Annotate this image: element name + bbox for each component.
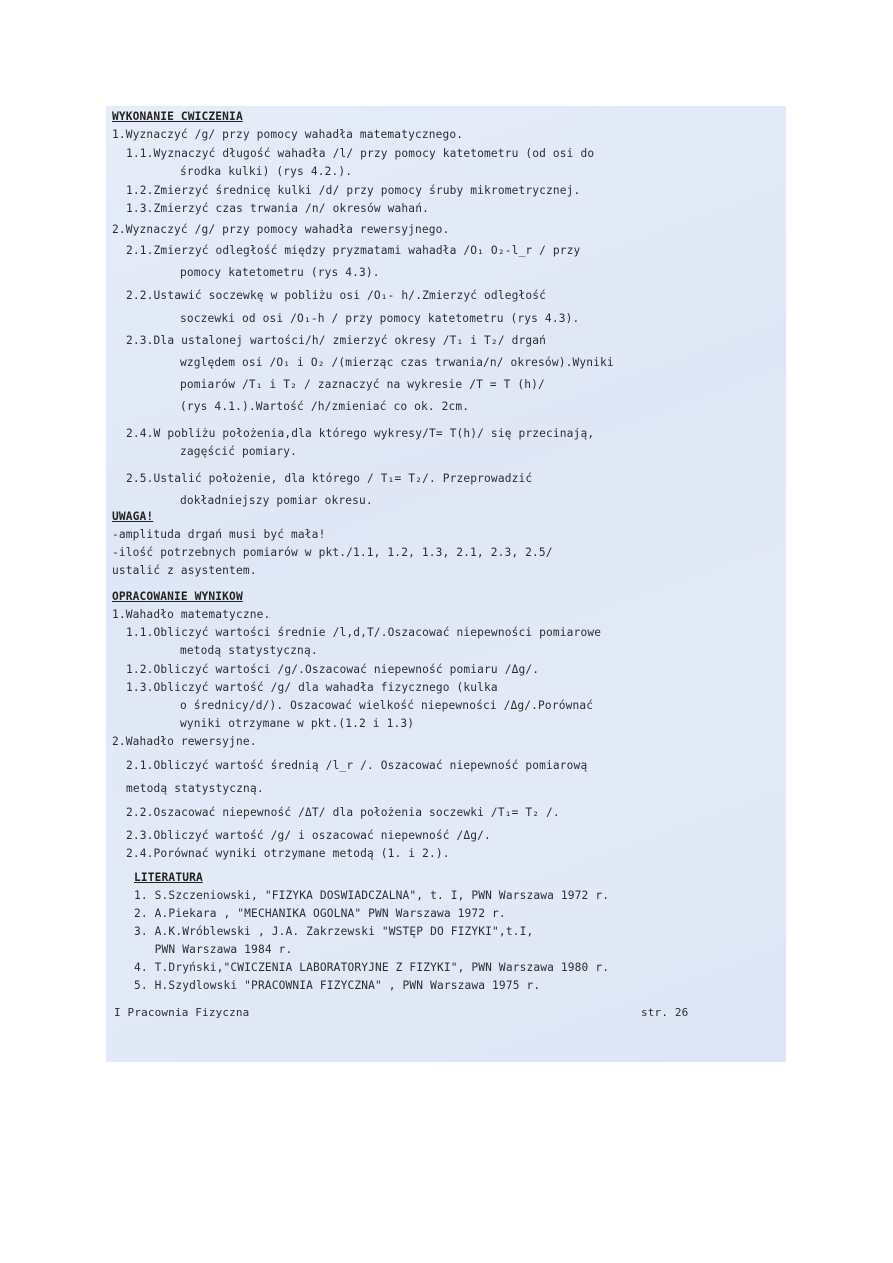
- step-2-1: 2.1.Zmierzyć odległość między pryzmatami wahadła /O₁ O₂-l_r / przy: [126, 244, 581, 257]
- literature-title: LITERATURA: [134, 871, 203, 884]
- literature-ref-4: 4. T.Dryński,"CWICZENIA LABORATORYJNE Z FIZYKI", PWN Warszawa 1980 r.: [134, 961, 610, 974]
- result-2-1: 2.1.Obliczyć wartość średnią /l_r /. Oszacować niepewność pomiarową: [126, 759, 588, 772]
- note-line-1: -amplituda drgań musi być mała!: [112, 528, 326, 541]
- step-1-1-cont: środka kulki) (rys 4.2.).: [180, 165, 353, 178]
- literature-ref-2: 2. A.Piekara , "MECHANIKA OGOLNA" PWN Warszawa 1972 r.: [134, 907, 506, 920]
- footer-page-number: str. 26: [641, 1006, 689, 1019]
- step-2-3-cont3: (rys 4.1.).Wartość /h/zmieniać co ok. 2cm.: [180, 400, 470, 413]
- step-1-2: 1.2.Zmierzyć średnicę kulki /d/ przy pomocy śruby mikrometrycznej.: [126, 184, 581, 197]
- section-title-opracowanie: OPRACOWANIE WYNIKOW: [112, 590, 243, 603]
- result-2: 2.Wahadło rewersyjne.: [112, 735, 257, 748]
- step-1-1: 1.1.Wyznaczyć długość wahadła /l/ przy pomocy katetometru (od osi do: [126, 147, 595, 160]
- result-2-3: 2.3.Obliczyć wartość /g/ i oszacować niepewność /Δg/.: [126, 829, 491, 842]
- note-line-3: ustalić z asystentem.: [112, 564, 257, 577]
- result-1-1: 1.1.Obliczyć wartości średnie /l,d,T/.Oszacować niepewności pomiarowe: [126, 626, 602, 639]
- step-2-2-cont: soczewki od osi /O₁-h / przy pomocy katetometru (rys 4.3).: [180, 312, 580, 325]
- step-2-2: 2.2.Ustawić soczewkę w pobliżu osi /O₁- h/.Zmierzyć odległość: [126, 289, 547, 302]
- step-2-4: 2.4.W pobliżu położenia,dla którego wykresy/T= T(h)/ się przecinają,: [126, 427, 595, 440]
- step-2-3: 2.3.Dla ustalonej wartości/h/ zmierzyć okresy /T₁ i T₂/ drgań: [126, 334, 547, 347]
- footer-course-name: I Pracownia Fizyczna: [114, 1006, 250, 1019]
- result-1-3-cont1: o średnicy/d/). Oszacować wielkość niepewności /Δg/.Porównać: [180, 699, 594, 712]
- result-2-1-cont: metodą statystyczną.: [126, 782, 264, 795]
- step-2-5: 2.5.Ustalić położenie, dla którego / T₁= T₂/. Przeprowadzić: [126, 472, 533, 485]
- result-2-4: 2.4.Porównać wyniki otrzymane metodą (1. i 2.).: [126, 847, 450, 860]
- result-1-3: 1.3.Obliczyć wartość /g/ dla wahadła fizycznego (kulka: [126, 681, 498, 694]
- literature-ref-5: 5. H.Szydlowski "PRACOWNIA FIZYCZNA" , PWN Warszawa 1975 r.: [134, 979, 541, 992]
- step-1: 1.Wyznaczyć /g/ przy pomocy wahadła matematycznego.: [112, 128, 464, 141]
- literature-ref-3: 3. A.K.Wróblewski , J.A. Zakrzewski "WSTĘP DO FIZYKI",t.I,: [134, 925, 534, 938]
- result-2-2: 2.2.Oszacować niepewność /ΔT/ dla położenia soczewki /T₁= T₂ /.: [126, 806, 560, 819]
- literature-ref-1: 1. S.Szczeniowski, "FIZYKA DOSWIADCZALNA", t. I, PWN Warszawa 1972 r.: [134, 889, 610, 902]
- step-2-4-cont: zagęścić pomiary.: [180, 445, 298, 458]
- result-1: 1.Wahadło matematyczne.: [112, 608, 271, 621]
- step-2-1-cont: pomocy katetometru (rys 4.3).: [180, 266, 380, 279]
- step-2-5-cont: dokładniejszy pomiar okresu.: [180, 494, 373, 507]
- step-2-3-cont2: pomiarów /T₁ i T₂ / zaznaczyć na wykresie /T = T (h)/: [180, 378, 545, 391]
- result-1-2: 1.2.Obliczyć wartości /g/.Oszacować niepewność pomiaru /Δg/.: [126, 663, 540, 676]
- note-line-2: -ilość potrzebnych pomiarów w pkt./1.1, 1.2, 1.3, 2.1, 2.3, 2.5/: [112, 546, 553, 559]
- step-2: 2.Wyznaczyć /g/ przy pomocy wahadła rewersyjnego.: [112, 223, 450, 236]
- section-title-wykonanie: WYKONANIE CWICZENIA: [112, 110, 243, 123]
- result-1-3-cont2: wyniki otrzymane w pkt.(1.2 i 1.3): [180, 717, 415, 730]
- note-title: UWAGA!: [112, 510, 154, 523]
- result-1-1-cont: metodą statystyczną.: [180, 644, 318, 657]
- step-2-3-cont1: względem osi /O₁ i O₂ /(mierząc czas trwania/n/ okresów).Wyniki: [180, 356, 614, 369]
- literature-ref-3-cont: PWN Warszawa 1984 r.: [134, 943, 293, 956]
- step-1-3: 1.3.Zmierzyć czas trwania /n/ okresów wahań.: [126, 202, 429, 215]
- scanned-page: [106, 106, 786, 1062]
